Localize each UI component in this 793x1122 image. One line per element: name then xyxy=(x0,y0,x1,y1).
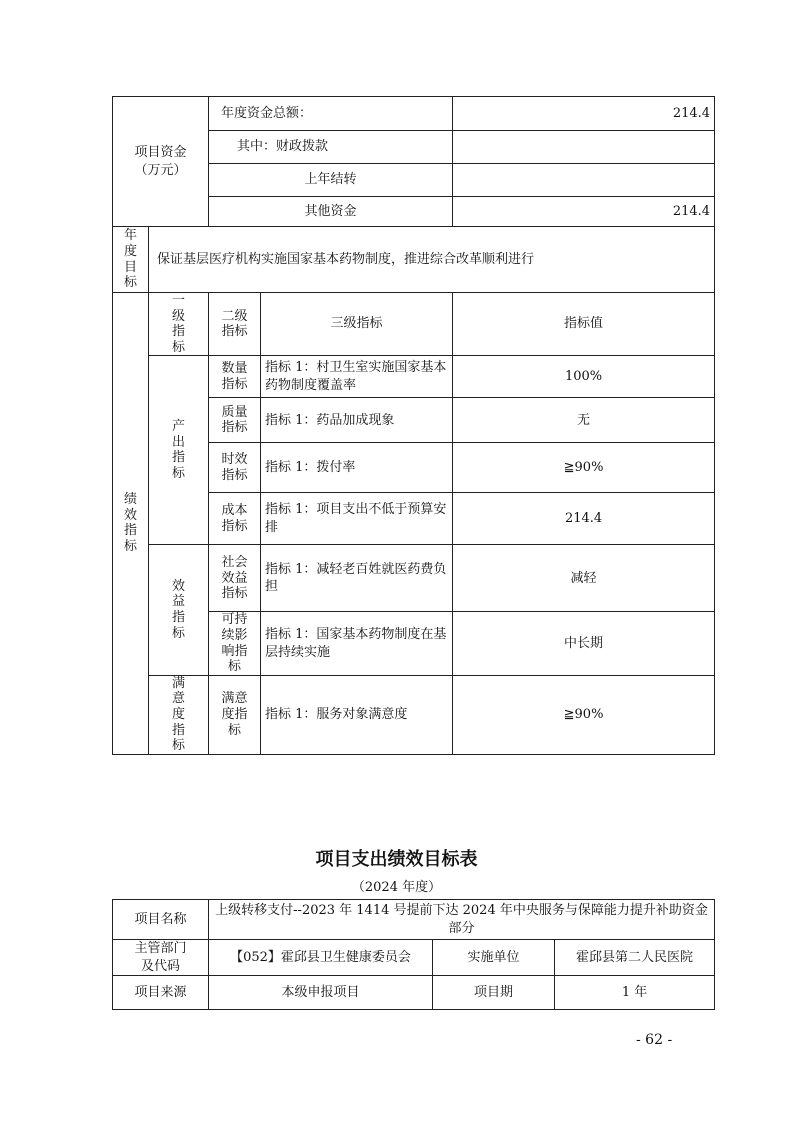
funds-total-label: 年度资金总额： xyxy=(209,97,453,131)
effect-l2-sustainable: 可持续影响指标 xyxy=(209,612,261,675)
page-number: - 62 - xyxy=(636,1032,673,1048)
output-l2-quality: 质量指标 xyxy=(209,398,261,443)
funds-carryover-label: 上年结转 xyxy=(209,164,453,197)
output-l3-cost: 指标 1：项目支出不低于预算安排 xyxy=(261,493,453,545)
unit-label: 实施单位 xyxy=(433,940,555,976)
performance-label: 绩效指标 xyxy=(113,293,149,755)
performance-target-table-continued xyxy=(112,96,715,755)
effect-value-sustainable: 中长期 xyxy=(453,612,715,675)
output-l2-timeliness: 时效指标 xyxy=(209,443,261,493)
satisfaction-l3: 指标 1：服务对象满意度 xyxy=(261,675,453,754)
table2-subtitle: （2024 年度） xyxy=(351,880,442,895)
header-level3: 三级指标 xyxy=(261,293,453,356)
output-l3-timeliness: 指标 1：拨付率 xyxy=(261,443,453,493)
header-level2: 二级指标 xyxy=(209,293,261,356)
funds-other-value: 214.4 xyxy=(453,197,715,227)
dept-label: 主管部门及代码 xyxy=(113,940,209,976)
funds-carryover-value xyxy=(453,164,715,197)
project-name-label: 项目名称 xyxy=(113,900,209,940)
funds-other-label: 其他资金 xyxy=(209,197,453,227)
project-info-table xyxy=(112,899,715,1010)
source-label: 项目来源 xyxy=(113,976,209,1010)
period-value: 1 年 xyxy=(555,976,715,1010)
satisfaction-value: ≧90% xyxy=(453,675,715,754)
output-value-quantity: 100% xyxy=(453,356,715,398)
output-l3-quality: 指标 1：药品加成现象 xyxy=(261,398,453,443)
funds-label: 项目资金（万元） xyxy=(113,97,209,227)
output-value-quality: 无 xyxy=(453,398,715,443)
unit-value: 霍邱县第二人民医院 xyxy=(555,940,715,976)
annual-goal-label: 年度目标 xyxy=(113,227,149,293)
source-value: 本级申报项目 xyxy=(209,976,433,1010)
satisfaction-l2: 满意度指标 xyxy=(209,675,261,754)
output-l3-quantity: 指标 1：村卫生室实施国家基本药物制度覆盖率 xyxy=(261,356,453,398)
effect-label: 效益指标 xyxy=(149,545,209,675)
output-l2-quantity: 数量指标 xyxy=(209,356,261,398)
effect-l3-social: 指标 1：减轻老百姓就医药费负担 xyxy=(261,545,453,612)
period-label: 项目期 xyxy=(433,976,555,1010)
output-value-cost: 214.4 xyxy=(453,493,715,545)
funds-fiscal-label: 其中：财政拨款 xyxy=(209,131,453,164)
table2-title: 项目支出绩效目标表 xyxy=(315,849,478,870)
output-value-timeliness: ≧90% xyxy=(453,443,715,493)
output-l2-cost: 成本指标 xyxy=(209,493,261,545)
effect-value-social: 减轻 xyxy=(453,545,715,612)
header-value: 指标值 xyxy=(453,293,715,356)
effect-l3-sustainable: 指标 1：国家基本药物制度在基层持续实施 xyxy=(261,612,453,675)
dept-value: 【052】霍邱县卫生健康委员会 xyxy=(209,940,433,976)
funds-fiscal-value xyxy=(453,131,715,164)
header-level1: 一级指标 xyxy=(149,293,209,356)
project-name-value: 上级转移支付--2023 年 1414 号提前下达 2024 年中央服务与保障能力提升补助资金部分 xyxy=(209,900,715,940)
effect-l2-social: 社会效益指标 xyxy=(209,545,261,612)
funds-total-value: 214.4 xyxy=(453,97,715,131)
annual-goal-text: 保证基层医疗机构实施国家基本药物制度，推进综合改革顺利进行 xyxy=(149,227,715,293)
output-label: 产出指标 xyxy=(149,356,209,545)
satisfaction-label: 满意度指标 xyxy=(149,675,209,754)
